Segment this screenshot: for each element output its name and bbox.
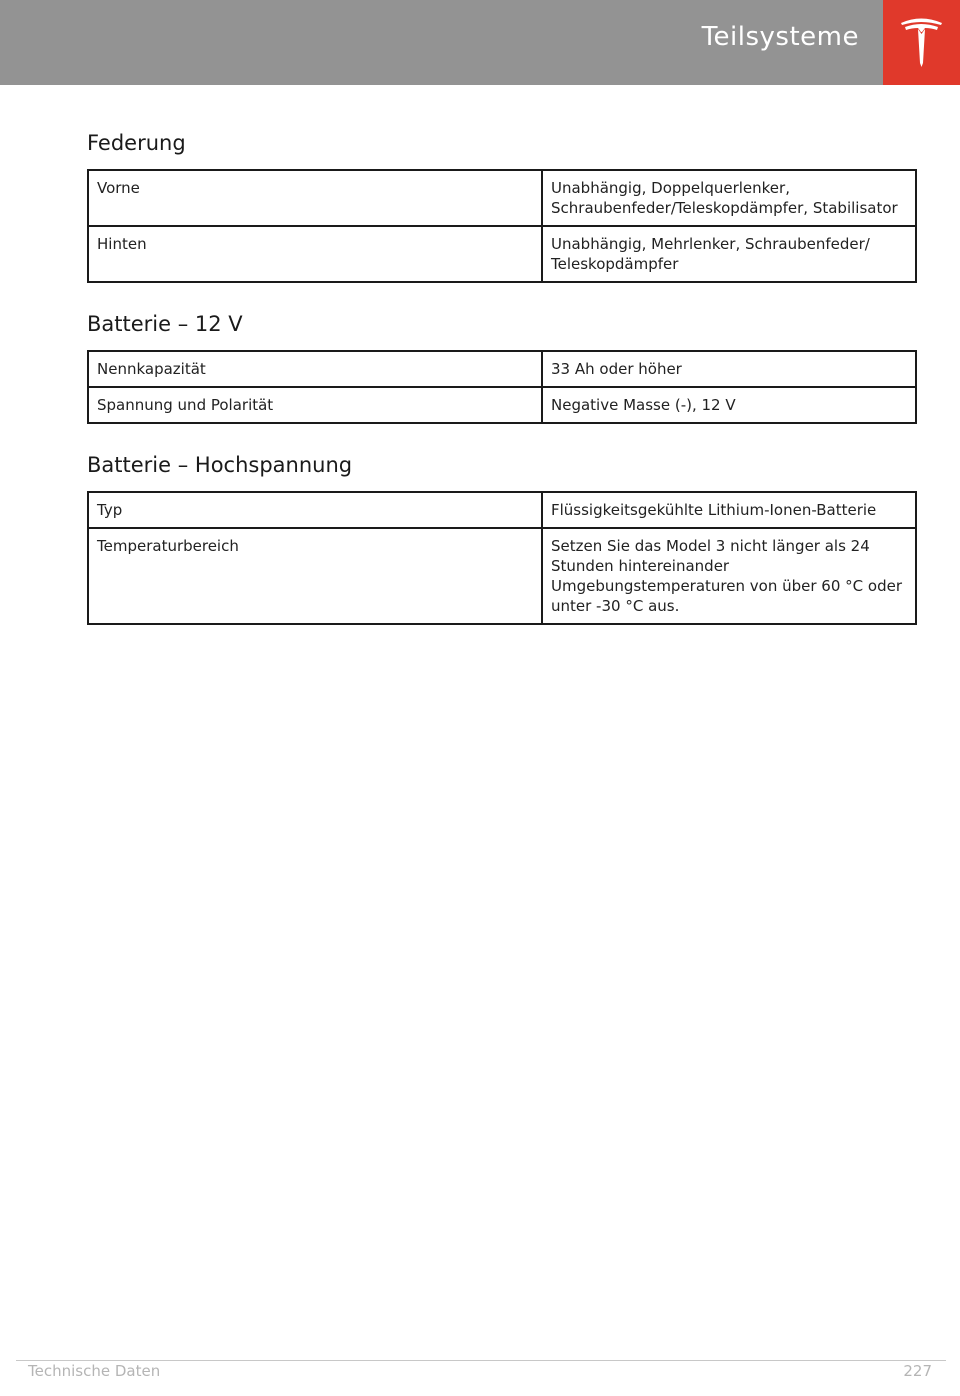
page-title: Teilsysteme [701, 22, 859, 52]
row-label: Temperaturbereich [88, 528, 542, 624]
section-heading-batterie-12v: Batterie – 12 V [87, 312, 243, 336]
footer-section-name: Technische Daten [28, 1362, 161, 1380]
main-content [87, 126, 917, 625]
table-row [88, 226, 916, 282]
row-label: Spannung und Polarität [88, 387, 542, 423]
table-batterie-12v [87, 350, 917, 424]
row-value: 33 Ah oder höher [542, 351, 916, 387]
section-heading-batterie-hochspannung: Batterie – Hochspannung [87, 453, 353, 477]
table-batterie-hochspannung [87, 491, 917, 625]
row-label: Hinten [88, 226, 542, 282]
footer-divider [16, 1360, 946, 1361]
table-row [88, 351, 916, 387]
table-row [88, 170, 916, 226]
table-federung [87, 169, 917, 283]
footer-page-number: 227 [903, 1362, 932, 1380]
row-label: Typ [88, 492, 542, 528]
row-value: Negative Masse (-), 12 V [542, 387, 916, 423]
section-heading-federung: Federung [87, 131, 186, 155]
tesla-logo-icon [899, 15, 944, 69]
table-row [88, 492, 916, 528]
spacer [87, 424, 917, 448]
table-row [88, 528, 916, 624]
brand-logo-box [883, 0, 960, 85]
spacer [87, 283, 917, 307]
row-value: Flüssigkeitsgekühlte Lithium-Ionen-Batterie [542, 492, 916, 528]
row-label: Nennkapazität [88, 351, 542, 387]
row-label: Vorne [88, 170, 542, 226]
row-value: Unabhängig, Doppelquerlenker, Schraubenfeder/Teleskopdämpfer, Stabilisator [542, 170, 916, 226]
row-value: Unabhängig, Mehrlenker, Schraubenfeder/ Teleskopdämpfer [542, 226, 916, 282]
header-bar [0, 0, 883, 85]
row-value: Setzen Sie das Model 3 nicht länger als 24 Stunden hintereinander Umgebungstemperaturen von über 60 °C oder unter -30 °C aus. [542, 528, 916, 624]
table-row [88, 387, 916, 423]
